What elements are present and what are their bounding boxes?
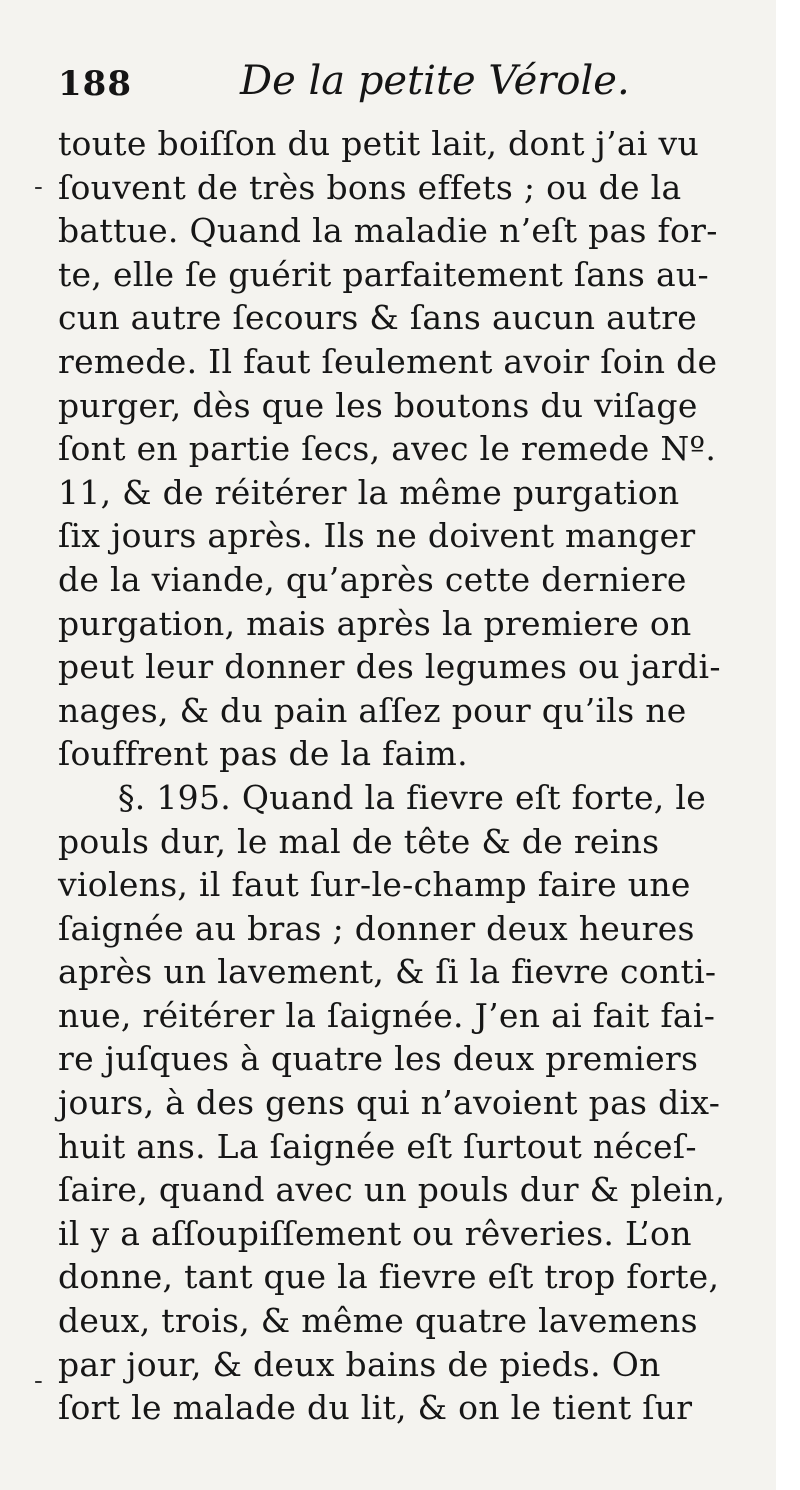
margin-tick-mark: ‐ bbox=[34, 172, 43, 202]
section-start-line: §. 195. Quand la fievre eſt forte, le bbox=[118, 777, 707, 817]
text-line: il y a aſſoupiſſement ou rêveries. L’on bbox=[58, 1213, 692, 1253]
text-line: huit ans. La ſaignée eſt ſurtout néceſ- bbox=[58, 1126, 697, 1166]
text-line: de la viande, qu’après cette derniere bbox=[58, 559, 687, 599]
page-header bbox=[58, 58, 738, 118]
text-line: violens, il faut ſur-le-champ faire une bbox=[58, 865, 691, 905]
text-line: cun autre ſecours & ſans aucun autre bbox=[58, 298, 698, 338]
text-line: jours, à des gens qui n’avoient pas dix- bbox=[58, 1083, 721, 1123]
text-line: ſix jours après. Ils ne doivent manger bbox=[58, 516, 696, 556]
page-number: 188 bbox=[58, 64, 132, 104]
text-line: donne, tant que la fievre eſt trop forte, bbox=[58, 1257, 720, 1297]
text-line: purgation, mais après la premiere on bbox=[58, 603, 692, 643]
text-line: ſont en partie ſecs, avec le remede Nº. bbox=[58, 429, 717, 469]
text-line: nue, réitérer la ſaignée. J’en ai fait fai- bbox=[58, 995, 716, 1035]
body-text bbox=[58, 122, 758, 1430]
text-line: ſouvent de très bons effets ; ou de la bbox=[58, 167, 682, 207]
text-line: ſaire, quand avec un pouls dur & plein, bbox=[58, 1170, 726, 1210]
text-line: ſort le malade du lit, & on le tient ſur bbox=[58, 1388, 693, 1428]
text-line: battue. Quand la maladie n’eſt pas for- bbox=[58, 211, 718, 251]
text-line: ſaignée au bras ; donner deux heures bbox=[58, 908, 695, 948]
text-line: par jour, & deux bains de pieds. On bbox=[58, 1344, 661, 1384]
text-line: te, elle ſe guérit parfaitement ſans au- bbox=[58, 254, 709, 294]
page-gutter bbox=[776, 0, 800, 1490]
text-line: nages, & du pain aſſez pour qu’ils ne bbox=[58, 690, 687, 730]
running-title: De la petite Vérole. bbox=[240, 58, 630, 104]
text-line: re juſques à quatre les deux premiers bbox=[58, 1039, 699, 1079]
text-line: toute boiſſon du petit lait, dont j’ai vu bbox=[58, 124, 699, 163]
text-line: 11, & de réitérer la même purgation bbox=[58, 472, 680, 512]
text-line: deux, trois, & même quatre lavemens bbox=[58, 1301, 698, 1341]
text-line: remede. Il faut ſeulement avoir ſoin de bbox=[58, 341, 718, 381]
text-line: peut leur donner des legumes ou jardi- bbox=[58, 647, 721, 687]
text-line: ſouffrent pas de la faim. bbox=[58, 734, 468, 774]
margin-tick-mark: ‐ bbox=[34, 1366, 43, 1396]
text-line: purger, dès que les boutons du viſage bbox=[58, 385, 698, 425]
text-line: après un lavement, & ſi la fievre conti- bbox=[58, 952, 717, 992]
text-line: pouls dur, le mal de tête & de reins bbox=[58, 821, 660, 861]
